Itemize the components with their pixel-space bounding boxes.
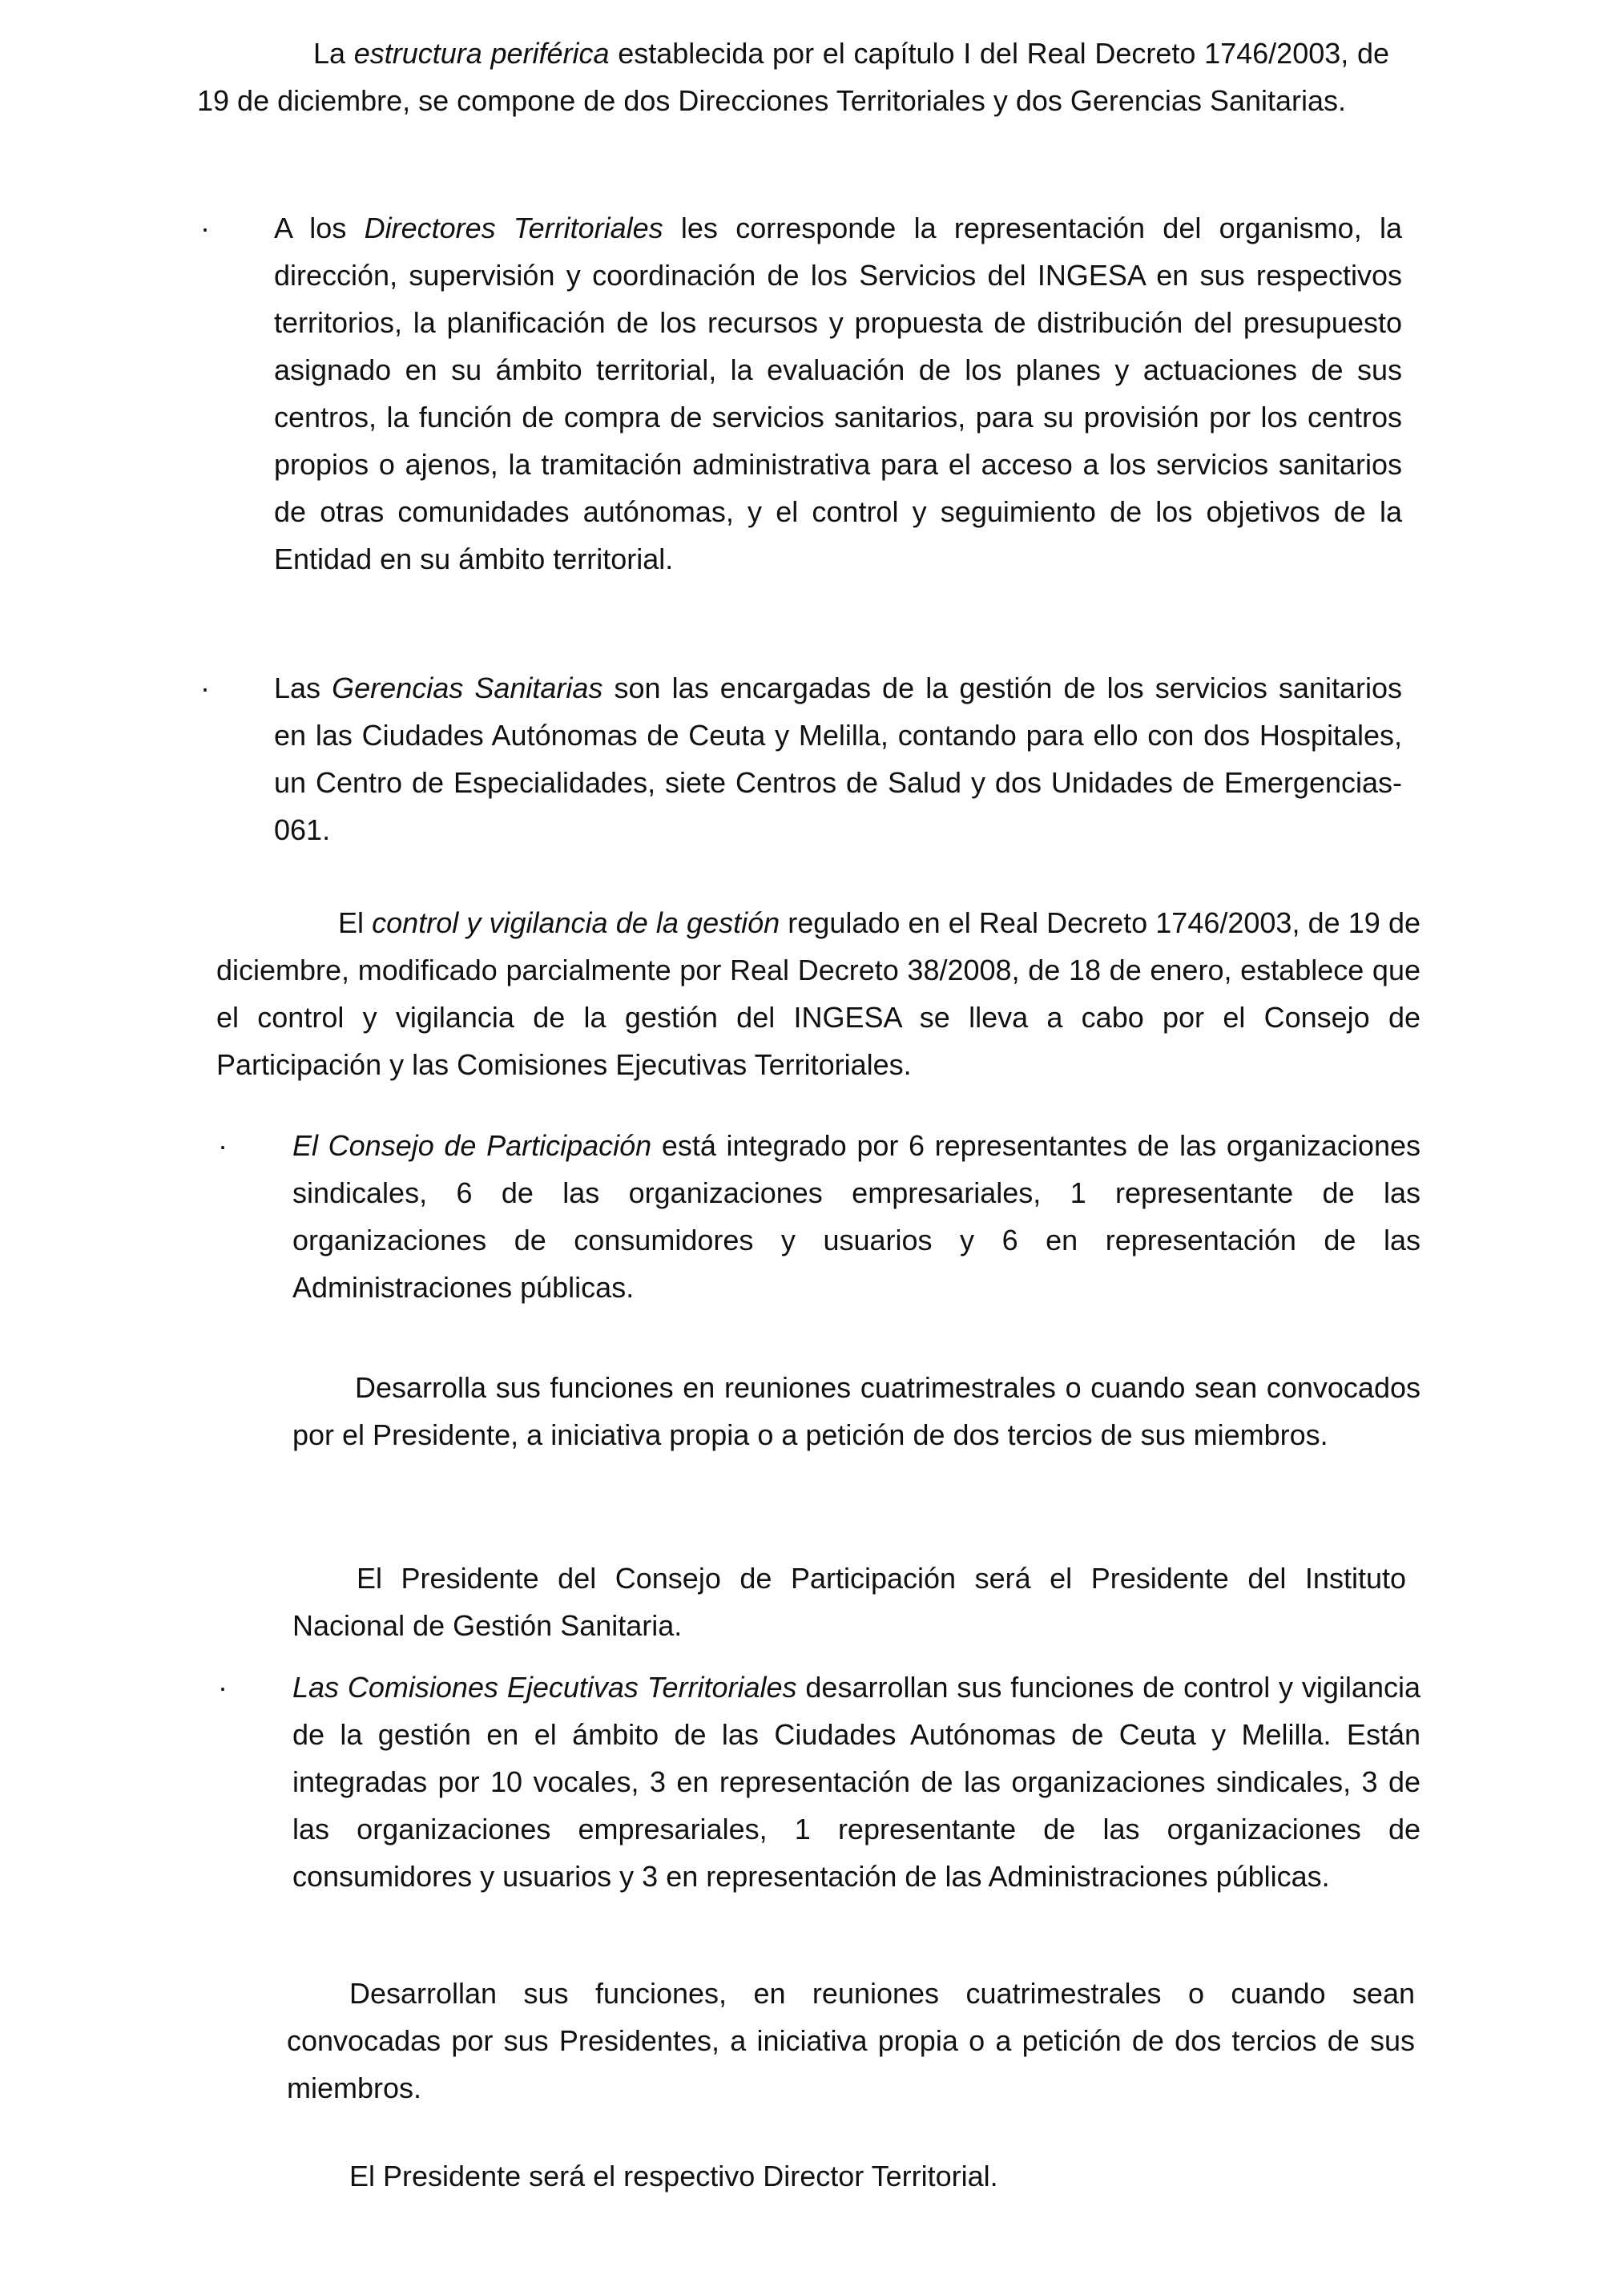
sub-paragraph-text: Desarrollan sus funciones, en reuniones cuatrimestrales o cuando sean convocadas por sus Presidentes, a iniciativa propia o a petición de dos tercios de sus miembros. [287,1977,1415,2104]
emphasis-consejo-participacion: El Consejo de Participación [292,1129,652,1162]
paragraph-control-vigilancia [216,899,1420,1088]
sub-paragraph-text: Desarrolla sus funciones en reuniones cuatrimestrales o cuando sean convocados por el Presidente, a iniciativa propia o a petición de dos tercios de sus miembros. [292,1371,1420,1451]
bullet-rest: les corresponde la representación del organismo, la dirección, supervisión y coordinación de los Servicios del INGESA en sus respectivos territorios, la planificación de los recursos y propuesta de distribución del presupuesto asignado en su ámbito territorial, la evaluación de los planes y actuaciones de sus centros, la función de compra de servicios sanitarios, para su provisión por los centros propios o ajenos, la tramitación administrativa para el acceso a los servicios sanitarios de otras comunidades autónomas, y el control y seguimiento de los objetivos de la Entidad en su ámbito territorial. [274,212,1402,575]
bullet-rest: son las encargadas de la gestión de los servicios sanitarios en las Ciudades Autónomas de Ceuta y Melilla, contando para ello con dos Hospitales, un Centro de Especialidades, siete Centros de Salud y dos Unidades de Emergencias-061. [274,672,1402,846]
bullet-rest: está integrado por 6 representantes de las organizaciones sindicales, 6 de las organizaciones empresariales, 1 representante de las organizaciones de consumidores y usuarios y 6 en representación de las Administraciones públicas. [292,1129,1420,1304]
paragraph-rest: regulado en el Real Decreto 1746/2003, de 19 de diciembre, modificado parcialmente por Real Decreto 38/2008, de 18 de enero, establece que el control y vigilancia de la gestión del INGESA se lleva a cabo por el Consejo de Participación y las Comisiones Ejecutivas Territoriales. [216,906,1421,1081]
sub-paragraph-consejo-presidente [292,1555,1406,1649]
sub-paragraph-consejo-reuniones [292,1364,1420,1458]
emphasis-gerencias-sanitarias: Gerencias Sanitarias [332,672,603,704]
emphasis-directores-territoriales: Directores Territoriales [364,212,663,244]
bullet-rest: desarrollan sus funciones de control y vigilancia de la gestión en el ámbito de las Ciudades Autónomas de Ceuta y Melilla. Están integradas por 10 vocales, 3 en representación de las organizaciones sindicales, 3 de las organizaciones empresariales, 1 representante de las organizaciones de consumidores y usuarios y 3 en representación de las Administraciones públicas. [292,1671,1420,1893]
paragraph-estructura-periferica [197,30,1389,124]
paragraph-presidente-director [349,2152,1423,2200]
bullet-consejo-participacion [292,1122,1420,1311]
emphasis-control-vigilancia: control y vigilancia de la gestión [372,906,780,939]
bullet-gerencias-sanitarias [274,664,1402,853]
bullet-marker: · [200,212,210,244]
bullet-marker: · [218,1671,228,1704]
emphasis-estructura-periferica: estructura periférica [353,37,610,70]
paragraph-intro: El [338,906,373,939]
bullet-intro: A los [274,212,365,244]
bullet-intro: Las [274,672,332,704]
paragraph-text: El Presidente será el respectivo Director Territorial. [349,2160,998,2192]
bullet-directores-territoriales [274,204,1402,583]
sub-paragraph-text: El Presidente del Consejo de Participación será el Presidente del Instituto Nacional de Gestión Sanitaria. [292,1562,1406,1642]
bullet-marker: · [200,672,210,704]
paragraph-rest: establecida por el capítulo I del Real Decreto 1746/2003, de 19 de diciembre, se compone de dos Direcciones Territoriales y dos Gerencias Sanitarias. [197,37,1389,117]
bullet-comisiones-ejecutivas [292,1664,1420,1900]
sub-paragraph-comisiones-reuniones [287,1970,1415,2112]
bullet-marker: · [218,1129,228,1162]
emphasis-comisiones-ejecutivas: Las Comisiones Ejecutivas Territoriales [292,1671,797,1704]
paragraph-intro: La [313,37,354,70]
